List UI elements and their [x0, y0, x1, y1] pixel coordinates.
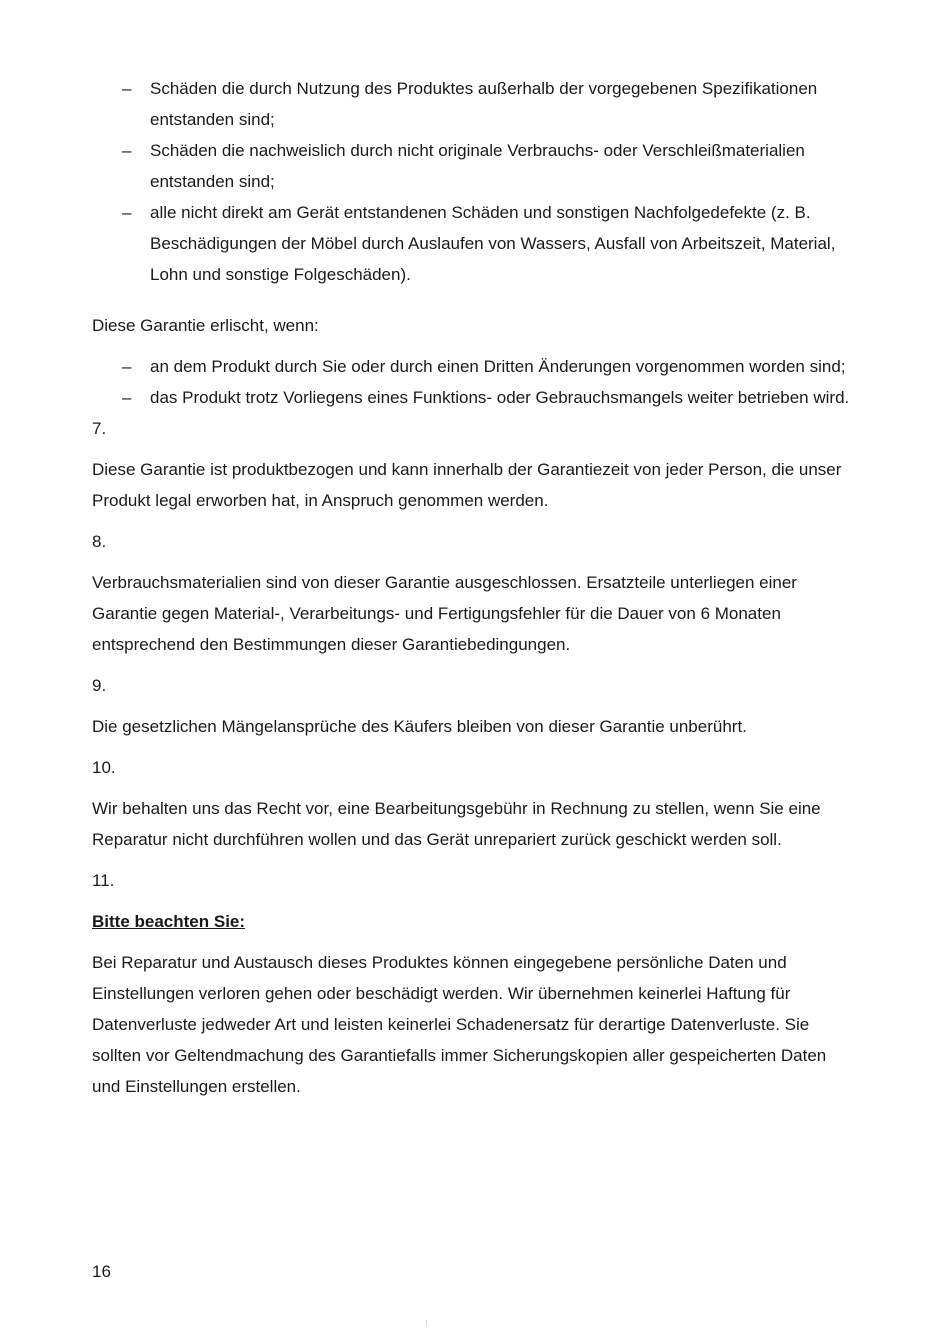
section-number-8: 8.	[92, 532, 107, 551]
section-number-11: 11.	[92, 871, 115, 890]
exclusion-list	[92, 73, 852, 290]
footer-mark: ⁝	[425, 1318, 428, 1328]
section-11-heading: Bitte beachten Sie:	[92, 912, 246, 931]
document-body	[92, 73, 852, 1102]
list-item-text: Schäden die durch Nutzung des Produktes außerhalb der vorgegebenen Spezifikationen entstanden sind;	[150, 79, 818, 129]
dash-bullet: –	[122, 388, 132, 407]
dash-bullet: –	[122, 357, 132, 376]
list-item	[92, 135, 852, 197]
section-10-text: Wir behalten uns das Recht vor, eine Bearbeitungsgebühr in Rechnung zu stellen, wenn Sie eine Reparatur nicht durchführen wollen und das Gerät unrepariert zurück geschickt werden soll.	[92, 799, 821, 849]
section-number-10: 10.	[92, 758, 116, 777]
page-number: 16	[92, 1262, 111, 1281]
warranty-void-intro: Diese Garantie erlischt, wenn:	[92, 316, 319, 335]
list-item	[92, 382, 852, 413]
section-11-text: Bei Reparatur und Austausch dieses Produktes können eingegebene persönliche Daten und Einstellungen verloren gehen oder beschädigt werden. Wir übernehmen keinerlei Haftung für Datenverluste jedweder Art und leisten keinerlei Schadenersatz für derartige Datenverluste. Sie sollten vor Geltendmachung des Garantiefalls immer Sicherungskopien aller gespeicherten Daten und Einstellungen erstellen.	[92, 953, 827, 1096]
dash-bullet: –	[122, 79, 132, 98]
list-item-text: Schäden die nachweislich durch nicht originale Verbrauchs- oder Verschleißmaterialien entstanden sind;	[150, 141, 805, 191]
list-item	[92, 351, 852, 382]
section-9-text: Die gesetzlichen Mängelansprüche des Käufers bleiben von dieser Garantie unberührt.	[92, 717, 747, 736]
list-item-text: das Produkt trotz Vorliegens eines Funktions- oder Gebrauchsmangels weiter betrieben wird.	[150, 388, 850, 407]
list-item	[92, 73, 852, 135]
list-item-text: alle nicht direkt am Gerät entstandenen Schäden und sonstigen Nachfolgedefekte (z. B. Beschädigungen der Möbel durch Auslaufen von Wassers, Ausfall von Arbeitszeit, Material, Lohn und sonstige Folgeschäden).	[150, 203, 836, 284]
section-number-7: 7.	[92, 419, 107, 438]
list-item	[92, 197, 852, 290]
dash-bullet: –	[122, 141, 132, 160]
void-conditions-list	[92, 351, 852, 413]
list-item-text: an dem Produkt durch Sie oder durch einen Dritten Änderungen vorgenommen worden sind;	[150, 357, 846, 376]
dash-bullet: –	[122, 203, 132, 222]
section-number-9: 9.	[92, 676, 107, 695]
section-8-text: Verbrauchsmaterialien sind von dieser Garantie ausgeschlossen. Ersatzteile unterliegen einer Garantie gegen Material-, Verarbeitungs- und Fertigungsfehler für die Dauer von 6 Monaten entsprechend den Bestimmungen dieser Garantiebedingungen.	[92, 573, 797, 654]
section-7-text: Diese Garantie ist produktbezogen und kann innerhalb der Garantiezeit von jeder Person, die unser Produkt legal erworben hat, in Anspruch genommen werden.	[92, 460, 842, 510]
